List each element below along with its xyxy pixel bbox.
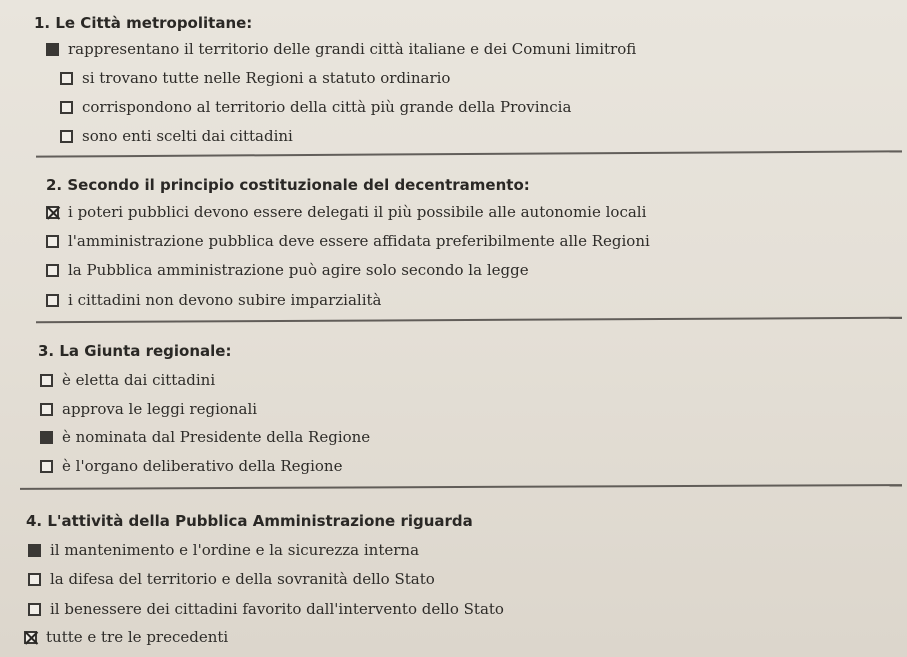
divider-line [36,150,902,157]
checkbox[interactable] [60,101,73,114]
checkbox[interactable] [46,294,59,307]
checkbox[interactable] [40,374,53,387]
option-label: la difesa del territorio e della sovranità dello Stato [50,570,435,588]
question-4-option-1[interactable] [28,539,419,561]
question-1-option-4[interactable] [60,125,293,147]
question-3-option-1[interactable] [40,369,215,391]
question-2-option-2[interactable] [46,230,650,252]
option-label: il mantenimento e l'ordine e la sicurezza interna [50,541,420,559]
checkbox[interactable] [40,403,53,416]
checkbox[interactable] [28,573,41,586]
question-4-option-4[interactable] [24,626,228,648]
checkbox[interactable] [28,603,41,616]
option-label: la Pubblica amministrazione può agire solo secondo la legge [68,261,529,279]
question-1-option-1[interactable] [46,38,636,60]
option-label: tutte e tre le precedenti [46,628,229,646]
question-3-option-2[interactable] [40,398,257,420]
question-3-option-3[interactable] [40,426,370,448]
option-label: sono enti scelti dai cittadini [82,127,293,145]
question-2-option-1[interactable] [46,201,646,223]
question-4-option-3[interactable] [28,598,504,620]
option-label: approva le leggi regionali [62,400,258,418]
checkbox[interactable] [46,264,59,277]
question-1-option-2[interactable] [60,67,450,89]
checkbox[interactable] [28,544,41,557]
option-label: rappresentano il territorio delle grandi città italiane e dei Comuni limitrofi [68,40,637,58]
question-3-title: 3. La Giunta regionale: [38,342,232,360]
question-2-option-4[interactable] [46,289,381,311]
option-label: si trovano tutte nelle Regioni a statuto ordinario [82,69,451,87]
checkbox[interactable] [46,43,59,56]
question-2-option-3[interactable] [46,259,529,281]
checkbox[interactable] [46,206,59,219]
checkbox[interactable] [60,72,73,85]
divider-line [36,317,902,324]
checkbox[interactable] [24,631,37,644]
checkbox[interactable] [60,130,73,143]
option-label: è nominata dal Presidente della Regione [62,428,371,446]
question-2-title: 2. Secondo il principio costituzionale del decentramento: [46,176,530,194]
checkbox[interactable] [40,460,53,473]
checkbox[interactable] [46,235,59,248]
option-label: i cittadini non devono subire imparzialità [68,291,382,309]
option-label: è eletta dai cittadini [62,371,216,389]
divider-line [20,484,902,490]
option-label: corrispondono al territorio della città più grande della Provincia [82,98,572,116]
option-label: è l'organo deliberativo della Regione [62,457,343,475]
checkbox[interactable] [40,431,53,444]
option-label: i poteri pubblici devono essere delegati il più possibile alle autonomie locali [68,203,647,221]
option-label: il benessere dei cittadini favorito dall'intervento dello Stato [50,600,504,618]
option-label: l'amministrazione pubblica deve essere affidata preferibilmente alle Regioni [68,232,650,250]
question-4-option-2[interactable] [28,568,435,590]
question-1-title: 1. Le Città metropolitane: [34,14,253,32]
question-4-title: 4. L'attività della Pubblica Amministrazione riguarda [26,512,473,530]
question-1-option-3[interactable] [60,96,571,118]
question-3-option-4[interactable] [40,455,342,477]
